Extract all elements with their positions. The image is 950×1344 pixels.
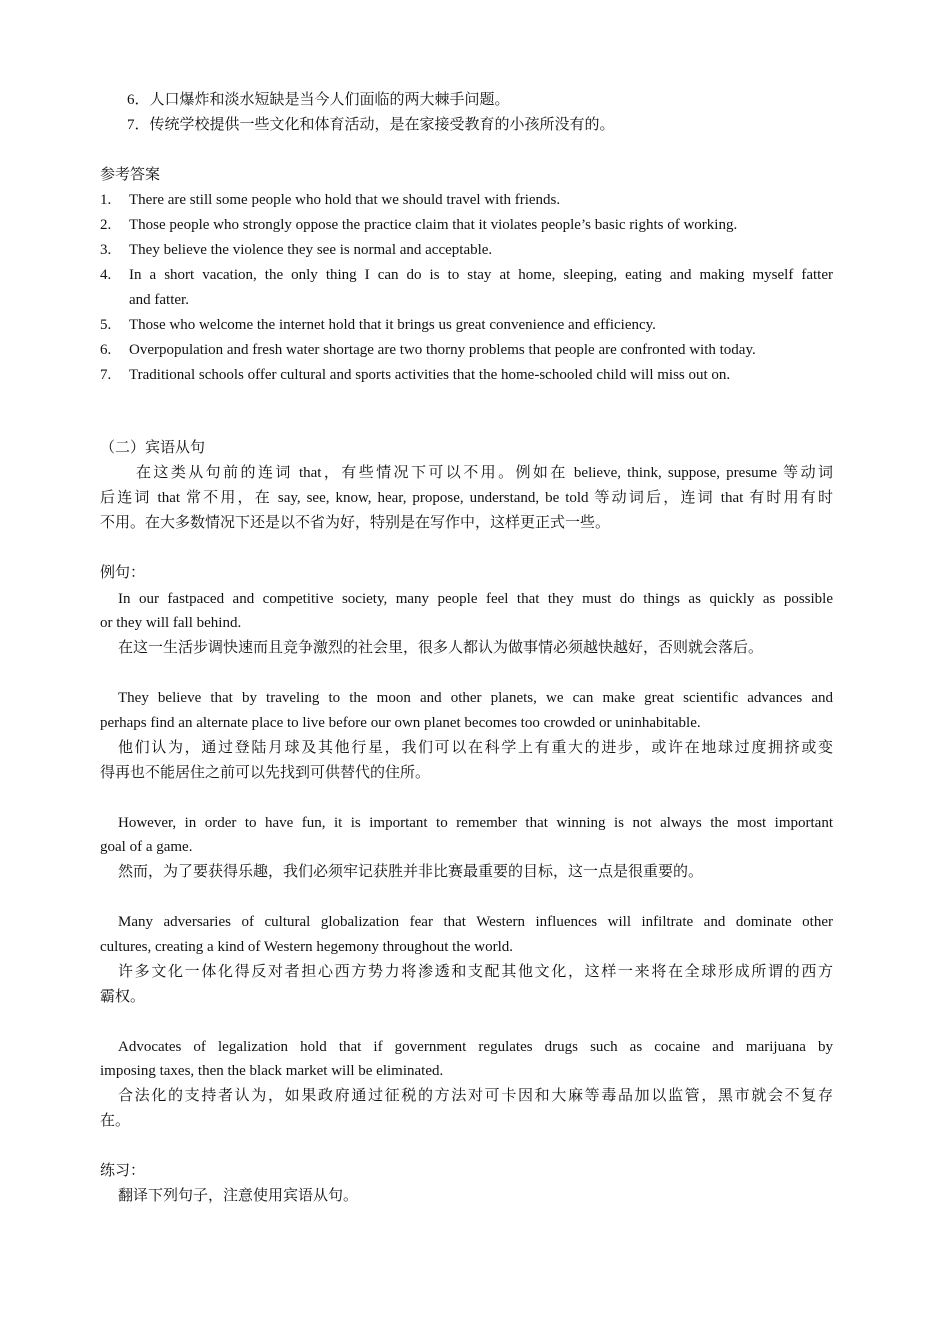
example-english: perhaps find an alternate place to live before our own planet becomes too crowded or uninhabitable. xyxy=(100,715,701,731)
example-english: However, in order to have fun, it is important to remember that winning is not always the most important xyxy=(118,815,833,831)
example-english: imposing taxes, then the black market will be eliminated. xyxy=(100,1063,444,1079)
answer-number: 1. xyxy=(100,192,112,208)
intro-paragraph-line: 在这类从句前的连词 that，有些情况下可以不用。例如在 believe, think, suppose, presume 等动词 xyxy=(136,465,833,481)
answers-heading: 参考答案 xyxy=(100,167,161,183)
answer-number: 4. xyxy=(100,267,112,283)
answer-text: In a short vacation, the only thing I can do is to stay at home, sleeping, eating and making myself fatter xyxy=(129,267,833,283)
answer-text: Traditional schools offer cultural and sports activities that the home-schooled child will miss out on. xyxy=(129,367,731,383)
example-chinese: 合法化的支持者认为，如果政府通过征税的方法对可卡因和大麻等毒品加以监管，黑市就会不复存 xyxy=(118,1088,833,1104)
top-list-item-6: 6．人口爆炸和淡水短缺是当今人们面临的两大棘手问题。 xyxy=(127,92,510,108)
answer-number: 6. xyxy=(100,342,112,358)
intro-paragraph-line: 后连词 that 常不用，在 say, see, know, hear, propose, understand, be told 等动词后，连词 that 有时用有时 xyxy=(100,490,833,506)
answer-text: Those people who strongly oppose the practice claim that it violates people’s basic rights of working. xyxy=(129,217,738,233)
example-chinese: 然而，为了要获得乐趣，我们必须牢记获胜并非比赛最重要的目标，这一点是很重要的。 xyxy=(118,864,704,880)
example-chinese: 得再也不能居住之前可以先找到可供替代的住所。 xyxy=(100,765,431,781)
example-chinese: 他们认为，通过登陆月球及其他行星，我们可以在科学上有重大的进步，或许在地球过度拥挤或变 xyxy=(118,740,833,756)
example-english: Many adversaries of cultural globalization fear that Western influences will infiltrate and dominate other xyxy=(118,914,833,930)
example-english: or they will fall behind. xyxy=(100,615,242,631)
example-english: They believe that by traveling to the moon and other planets, we can make great scientific advances and xyxy=(118,690,833,706)
answer-text: There are still some people who hold that we should travel with friends. xyxy=(129,192,561,208)
example-chinese: 霸权。 xyxy=(100,989,146,1005)
exercise-instruction: 翻译下列句子，注意使用宾语从句。 xyxy=(118,1188,359,1204)
example-english: In our fastpaced and competitive society, many people feel that they must do things as quickly as possible xyxy=(118,591,833,607)
example-english: Advocates of legalization hold that if government regulates drugs such as cocaine and marijuana by xyxy=(118,1039,833,1055)
answer-number: 7. xyxy=(100,367,112,383)
intro-paragraph-line: 不用。在大多数情况下还是以不省为好，特别是在写作中，这样更正式一些。 xyxy=(100,515,611,531)
answer-number: 2. xyxy=(100,217,112,233)
answer-text: Those who welcome the internet hold that it brings us great convenience and efficiency. xyxy=(129,317,656,333)
examples-heading: 例句： xyxy=(100,565,146,581)
example-chinese: 在。 xyxy=(100,1113,131,1129)
answer-text-continued: and fatter. xyxy=(129,292,189,308)
section-heading: （二）宾语从句 xyxy=(100,440,206,456)
answer-number: 3. xyxy=(100,242,112,258)
answer-text: They believe the violence they see is normal and acceptable. xyxy=(129,242,493,258)
example-chinese: 在这一生活步调快速而且竞争激烈的社会里，很多人都认为做事情必须越快越好，否则就会落后。 xyxy=(118,640,764,656)
answer-number: 5. xyxy=(100,317,112,333)
example-english: cultures, creating a kind of Western hegemony throughout the world. xyxy=(100,939,513,955)
example-chinese: 许多文化一体化得反对者担心西方势力将渗透和支配其他文化，这样一来将在全球形成所谓的西方 xyxy=(118,964,833,980)
answer-text: Overpopulation and fresh water shortage are two thorny problems that people are confronted with today. xyxy=(129,342,756,358)
exercise-heading: 练习： xyxy=(100,1163,146,1179)
example-english: goal of a game. xyxy=(100,839,193,855)
top-list-item-7: 7．传统学校提供一些文化和体育活动，是在家接受教育的小孩所没有的。 xyxy=(127,117,615,133)
